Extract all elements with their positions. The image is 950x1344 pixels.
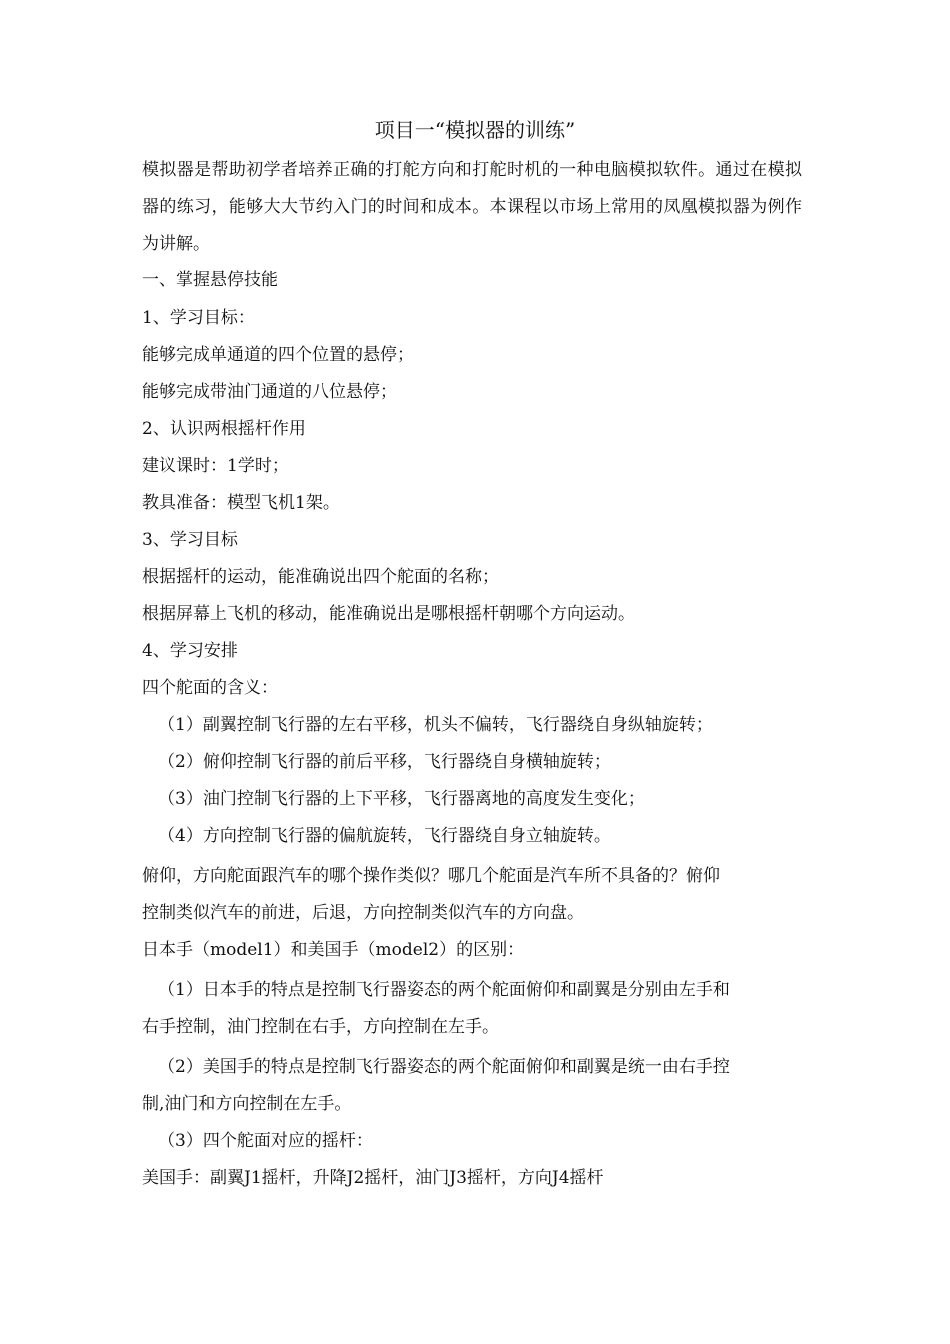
learning-goal-heading-2: 3、学习目标: [142, 530, 238, 550]
mode-item-cont: 制,油门和方向控制在左手。: [142, 1094, 352, 1114]
suggested-hours: 建议课时：1学时；: [142, 456, 289, 476]
mode-item: （1）日本手的特点是控制飞行器姿态的两个舵面俯仰和副翼是分别由左手和: [158, 980, 730, 1000]
teaching-tools: 教具准备：模型飞机1架。: [142, 493, 340, 513]
goal-item: 根据屏幕上飞机的移动，能准确说出是哪根摇杆朝哪个方向运动。: [142, 604, 635, 624]
meaning-item: （3）油门控制飞行器的上下平移，飞行器离地的高度发生变化；: [158, 789, 645, 809]
mode-item: （2）美国手的特点是控制飞行器姿态的两个舵面俯仰和副翼是统一由右手控: [158, 1057, 730, 1077]
meaning-item: （1）副翼控制飞行器的左右平移，机头不偏转，飞行器绕自身纵轴旋转；: [158, 715, 713, 735]
question-line: 控制类似汽车的前进，后退，方向控制类似汽车的方向盘。: [142, 903, 584, 923]
sticks-heading: 2、认识两根摇杆作用: [142, 419, 306, 439]
us-sticks-line: 美国手：副翼J1摇杆，升降J2摇杆，油门J3摇杆，方向J4摇杆: [142, 1168, 604, 1188]
mode-title: 日本手（model1）和美国手（model2）的区别：: [142, 940, 525, 960]
learning-goal-heading: 1、学习目标：: [142, 308, 255, 328]
section-heading: 一、掌握悬停技能: [142, 270, 278, 290]
arrangement-heading: 4、学习安排: [142, 641, 238, 661]
goal-item: 能够完成单通道的四个位置的悬停；: [142, 345, 414, 365]
goal-item: 能够完成带油门通道的八位悬停；: [142, 382, 397, 402]
mode-item-cont: 右手控制，油门控制在右手，方向控制在左手。: [142, 1017, 499, 1037]
meaning-title: 四个舵面的含义：: [142, 678, 278, 698]
intro-paragraph: 模拟器是帮助初学者培养正确的打舵方向和打舵时机的一种电脑模拟软件。通过在模拟器的练习，能够大大节约入门的时间和成本。本课程以市场上常用的凤凰模拟器为例作为讲解。: [142, 160, 802, 254]
mode-item: （3）四个舵面对应的摇杆：: [158, 1131, 373, 1151]
goal-item: 根据摇杆的运动，能准确说出四个舵面的名称；: [142, 567, 499, 587]
meaning-item: （4）方向控制飞行器的偏航旋转，飞行器绕自身立轴旋转。: [158, 826, 611, 846]
question-line: 俯仰，方向舵面跟汽车的哪个操作类似？哪几个舵面是汽车所不具备的？俯仰: [142, 866, 720, 886]
meaning-item: （2）俯仰控制飞行器的前后平移，飞行器绕自身横轴旋转；: [158, 752, 611, 772]
document-title: 项目一“模拟器的训练”: [374, 118, 576, 142]
